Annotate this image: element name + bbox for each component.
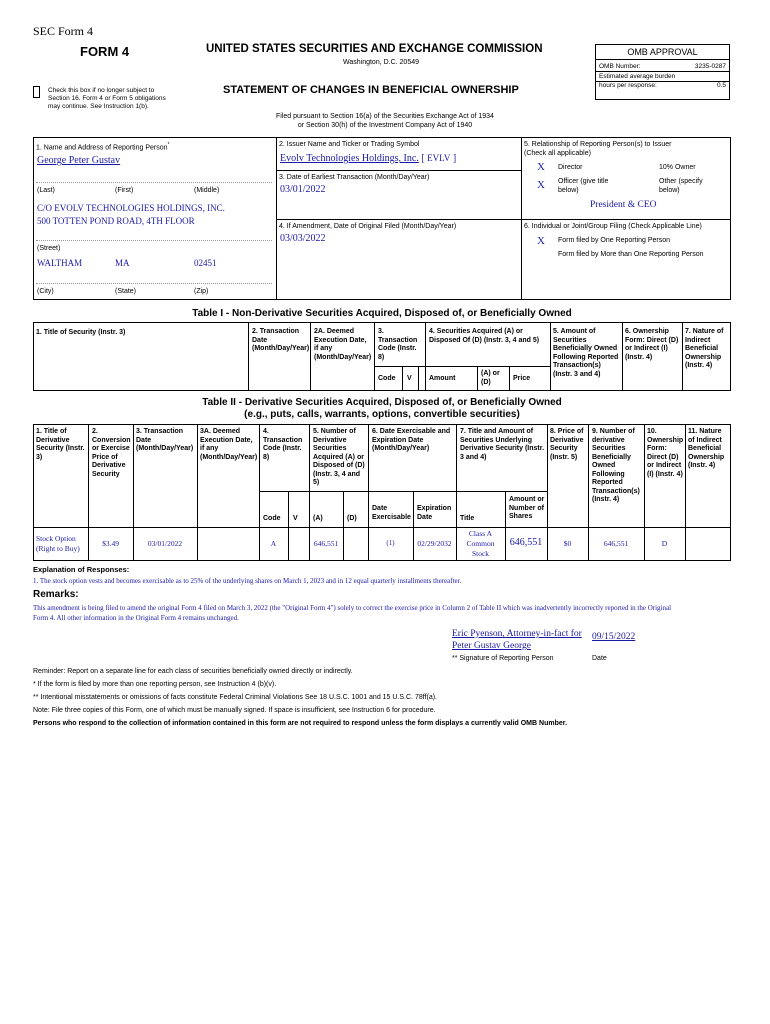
t1-sub-code: Code [378, 375, 396, 382]
issuer-label: 2. Issuer Name and Ticker or Trading Symbol [279, 141, 420, 148]
more-persons-label: Form filed by More than One Reporting Person [558, 251, 704, 258]
earliest-transaction-date: 03/01/2022 [280, 184, 326, 195]
first-label: (First) [115, 187, 134, 194]
t2-row-deriv-price: $0 [563, 539, 572, 548]
other-label: Other (specify below) [659, 178, 703, 194]
explanation-label: Explanation of Responses: [33, 565, 130, 574]
t1-sub-price: Price [513, 375, 531, 382]
t1-col4-header: 4. Securities Acquired (A) or Disposed Of (D) (Instr. 3, 4 and 5) [429, 328, 540, 344]
director-label: Director [558, 164, 583, 171]
t2-sub-amount: Amount or Number of Shares [509, 496, 545, 520]
t2-col3a-header: 3A. Deemed Execution Date, if any (Month/Day/Year) [200, 428, 258, 461]
t1-col1-header: 1. Title of Security (Instr. 3) [36, 329, 126, 336]
zip-label: (Zip) [194, 288, 209, 295]
address-zip: 02451 [194, 258, 217, 268]
reporting-person-name[interactable]: George Peter Gustav [37, 155, 121, 166]
t2-sub-d: (D) [347, 515, 357, 522]
footer-note-c: Note: File three copies of this Form, one of which must be manually signed. If space is insufficient, see Instruction 6 for procedure. [33, 707, 436, 714]
omb-hours-value: 0.5 [716, 82, 726, 89]
table2-title: Table II - Derivative Securities Acquired, Disposed of, or Beneficially Owned (e.g., puts, calls, warrants, options, convertible securities) [202, 397, 562, 420]
date-label: Date [592, 655, 607, 662]
t2-row-acquired: 646,551 [313, 539, 339, 548]
signature-name: Eric Pyenson, Attorney-in-fact for Peter Gustav George [452, 629, 582, 651]
issuer-name-ticker: Evolv Technologies Holdings, Inc. [ EVLV ] [280, 153, 457, 164]
t2-col1-header: 1. Title of Derivative Security (Instr. 3) [36, 428, 85, 461]
t2-row-form: D [661, 539, 668, 548]
t2-row-code: A [270, 539, 277, 548]
t1-sub-ad: (A) or (D) [481, 370, 500, 386]
address-line-2: 500 TOTTEN POND ROAD, 4TH FLOOR [37, 216, 195, 226]
officer-title: President & CEO [590, 200, 657, 210]
t2-row-expiration: 02/29/2032 [417, 539, 452, 548]
t2-col4-header: 4. Transaction Code (Instr. 8) [263, 428, 303, 461]
reminder-text: Reminder: Report on a separate line for each class of securities beneficially owned directly or indirectly. [33, 668, 353, 675]
omb-number-label: OMB Number: [599, 63, 641, 70]
t2-row-security: Stock Option (Right to Buy) [36, 534, 80, 553]
omb-burden-label: Estimated average burden [599, 73, 676, 80]
statement-title: STATEMENT OF CHANGES IN BENEFICIAL OWNERSHIP [223, 84, 519, 96]
commission-city: Washington, D.C. 20549 [343, 59, 420, 66]
explanation-note-1: 1. The stock option vests and becomes exercisable as to 25% of the underlying shares on March 1, 2023 and in 12 equal quarterly installments thereafter. [33, 577, 462, 585]
t2-col5-header: 5. Number of Derivative Securities Acquired (A) or Disposed of (D) (Instr. 3, 4 and 5) [313, 428, 365, 486]
t2-row-exercisable: (1) [386, 539, 395, 547]
t1-col3-header: 3. Transaction Code (Instr. 8) [378, 328, 418, 361]
t2-col8-header: 8. Price of Derivative Security (Instr. 5) [550, 428, 584, 461]
earliest-transaction-label: 3. Date of Earliest Transaction (Month/Day/Year) [279, 174, 430, 181]
omb-hours-label: hours per response: [599, 82, 657, 89]
omb-title: OMB APPROVAL [596, 45, 729, 60]
address-line-1: C/O EVOLV TECHNOLOGIES HOLDINGS, INC. [37, 203, 225, 213]
amendment-date: 03/03/2022 [280, 233, 326, 244]
remarks-text: This amendment is being filed to amend the original Form 4 filed on March 3, 2022 (the "Original Form 4") solely to correct the exercise price in Column 2 of Table II which was inadvertently incorrectly reported in the Original Form 4. All other information in the Original Form 4 remains unchanged. [33, 604, 672, 622]
t2-col7-header: 7. Title and Amount of Securities Underlying Derivative Security (Instr. 3 and 4) [460, 428, 545, 461]
t1-col2a-header: 2A. Deemed Execution Date, if any (Month/Day/Year) [314, 328, 372, 361]
director-mark[interactable]: X [537, 161, 545, 173]
t2-row-price: $3.49 [102, 539, 119, 548]
t2-sub-a: (A) [313, 515, 323, 522]
filed-pursuant: Filed pursuant to Section 16(a) of the Securities Exchange Act of 1934 or Section 30(h) of the Investment Company Act of 1940 [276, 113, 494, 129]
reporting-person-label: 1. Name and Address of Reporting Person* [36, 142, 170, 152]
footer-note-a: * If the form is filed by more than one reporting person, see Instruction 4 (b)(v). [33, 681, 277, 688]
relationship-label: 5. Relationship of Reporting Person(s) to Issuer (Check all applicable) [524, 141, 672, 157]
address-state: MA [115, 258, 130, 268]
t1-col5-header: 5. Amount of Securities Beneficially Owned Following Reported Transaction(s) (Instr. 3 and 4) [553, 328, 619, 378]
t2-row-amount: 646,551 [509, 537, 543, 548]
signature-date: 09/15/2022 [592, 632, 636, 642]
t2-row-owned: 646,551 [603, 539, 629, 548]
persons-notice: Persons who respond to the collection of information contained in this form are not required to respond unless the form displays a currently valid OMB Number. [33, 720, 568, 727]
t2-sub-code: Code [263, 515, 281, 522]
t2-sub-title: Title [460, 515, 475, 522]
t1-sub-v: V [407, 375, 412, 382]
form-title: FORM 4 [80, 44, 130, 59]
sec-form-label: SEC Form 4 [33, 24, 94, 38]
t2-row-date: 03/01/2022 [147, 539, 183, 548]
state-label: (State) [115, 288, 137, 295]
t2-row-title: Class A Common Stock [466, 529, 495, 558]
city-label: (City) [37, 288, 54, 295]
t1-sub-amount: Amount [429, 375, 456, 382]
t2-col10-header: 10. Ownership Form: Direct (D) or Indirect (I) (Instr. 4) [647, 428, 684, 478]
officer-label: Officer (give title below) [558, 178, 609, 194]
filing-label: 6. Individual or Joint/Group Filing (Check Applicable Line) [524, 223, 702, 230]
ten-percent-owner-label: 10% Owner [659, 164, 696, 171]
checkbox-text: Check this box if no longer subject to Section 16. Form 4 or Form 5 obligations may continue. See Instruction 1(b). [48, 87, 166, 110]
one-person-label: Form filed by One Reporting Person [558, 237, 671, 244]
no-longer-subject-checkbox[interactable] [33, 86, 40, 98]
t2-col3-header: 3. Transaction Date (Month/Day/Year) [136, 428, 194, 452]
t1-col2-header: 2. Transaction Date (Month/Day/Year) [252, 328, 310, 352]
footer-note-b: ** Intentional misstatements or omissions of facts constitute Federal Criminal Violations See 18 U.S.C. 1001 and 15 U.S.C. 78ff(a). [33, 694, 437, 701]
amendment-label: 4. If Amendment, Date of Original Filed (Month/Day/Year) [279, 223, 457, 230]
t2-col11-header: 11. Nature of Indirect Beneficial Ownership (Instr. 4) [688, 428, 725, 469]
commission-title: UNITED STATES SECURITIES AND EXCHANGE COMMISSION [206, 43, 543, 55]
one-person-mark[interactable]: X [537, 235, 545, 247]
t1-col7-header: 7. Nature of Indirect Beneficial Ownership (Instr. 4) [685, 328, 724, 369]
signature-label: ** Signature of Reporting Person [452, 655, 554, 662]
table1-title: Table I - Non-Derivative Securities Acquired, Disposed of, or Beneficially Owned [192, 308, 572, 319]
middle-label: (Middle) [194, 187, 220, 194]
t2-col9-header: 9. Number of derivative Securities Beneficially Owned Following Reported Transaction(s) (Instr. 4) [592, 428, 640, 503]
t2-col2-header: 2. Conversion or Exercise Price of Derivative Security [92, 428, 131, 478]
street-label: (Street) [37, 245, 61, 252]
issuer-ticker: EVLV [427, 153, 451, 163]
last-label: (Last) [37, 187, 55, 194]
t2-col6-header: 6. Date Exercisable and Expiration Date (Month/Day/Year) [372, 428, 451, 452]
t2-sub-exercisable: Date Exercisable [372, 505, 411, 521]
issuer-name[interactable]: Evolv Technologies Holdings, Inc. [280, 153, 419, 164]
t2-sub-v: V [293, 515, 298, 522]
officer-mark[interactable]: X [537, 179, 545, 191]
remarks-label: Remarks: [33, 589, 79, 600]
omb-number-value: 3235-0287 [694, 63, 726, 70]
address-city: WALTHAM [37, 258, 83, 268]
t1-col6-header: 6. Ownership Form: Direct (D) or Indirect (I) (Instr. 4) [625, 328, 679, 361]
t2-sub-expiration: Expiration Date [417, 505, 452, 521]
omb-approval-box [595, 44, 730, 100]
